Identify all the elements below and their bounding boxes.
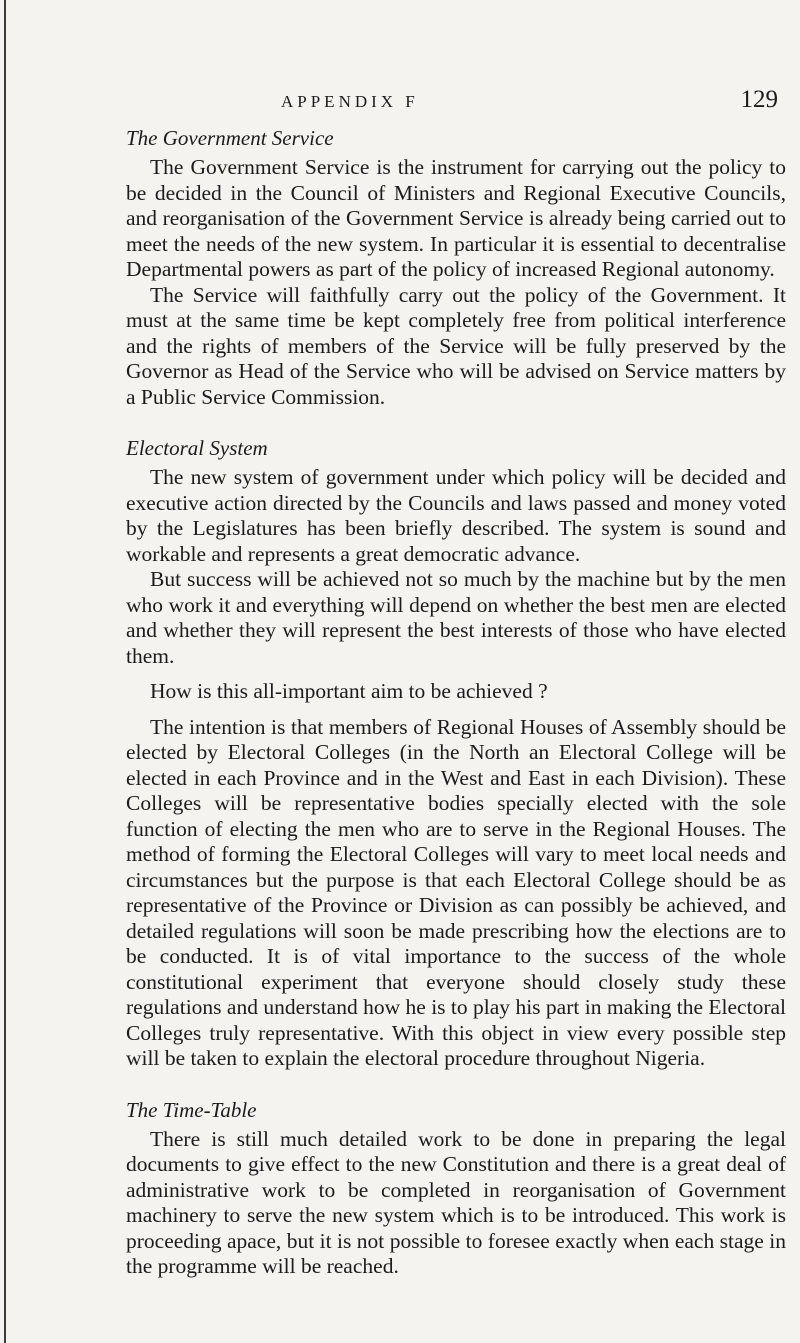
page-number: 129 [740, 86, 778, 113]
paragraph: The Service will faithfully carry out the policy of the Government. It must at the same time be kept completely free from political interference and the rights of members of the Service will be fully preserved by the Governor as Head of the Service who will be advised on Service matters by a Public Service Commission. [126, 282, 786, 409]
section-heading: The Time-Table [126, 1097, 257, 1122]
section-heading: Electoral System [126, 436, 268, 460]
section-government-service [126, 126, 786, 410]
page-edge-line [4, 0, 6, 1343]
paragraph: How is this all-important aim to be achieved ? [150, 679, 548, 703]
paragraph: There is still much detailed work to be done in preparing the legal documents to give effect to the new Constitution and there is a great deal of administrative work to be completed in reorganisation of Government machinery to serve the new system which is to be introduced. This work is proceeding apace, but it is not possible to foresee exactly when each stage in the programme will be reached. [126, 1126, 786, 1278]
paragraph: The Government Service is the instrument for carrying out the policy to be decided in the Council of Ministers and Regional Executive Councils, and reorganisation of the Government Service is already being carried out to meet the needs of the new system. In particular it is essential to decentralise Departmental powers as part of the policy of increased Regional autonomy. [126, 155, 786, 281]
paragraph: The intention is that members of Regional Houses of Assembly should be elected by Electoral Colleges (in the North an Electoral College will be elected in each Province and in the West and East in each Division). These Colleges will be representative bodies specially elected with the sole function of electing the men who are to serve in the Regional Houses. The method of forming the Electoral Colleges will vary to meet local needs and circumstances but the purpose is that each Electoral College should be as representative of the Province or Division as can possibly be achieved, and detailed regulations will soon be made prescribing how the elections are to be conducted. It is of vital importance to the success of the whole constitutional experiment that everyone should closely study these regulations and understand how he is to play his part in making the Electoral Colleges truly representative. With this object in view every possible step will be taken to explain the electoral procedure throughout Nigeria. [126, 714, 786, 1070]
document-page [126, 86, 786, 1280]
section-heading: The Government Service [126, 126, 334, 150]
section-time-table [126, 1098, 786, 1280]
section-electoral-system [126, 436, 786, 1072]
paragraph: But success will be achieved not so much by the machine but by the men who work it and everything will depend on whether the best men are elected and whether they will represent the best interests of those who have elected them. [126, 567, 786, 668]
appendix-title: APPENDIX F [281, 92, 419, 111]
running-head [126, 86, 786, 126]
paragraph: The new system of government under which policy will be decided and executive action directed by the Councils and laws passed and money voted by the Legislatures has been briefly described. The system is sound and workable and represents a great democratic advance. [126, 465, 786, 566]
